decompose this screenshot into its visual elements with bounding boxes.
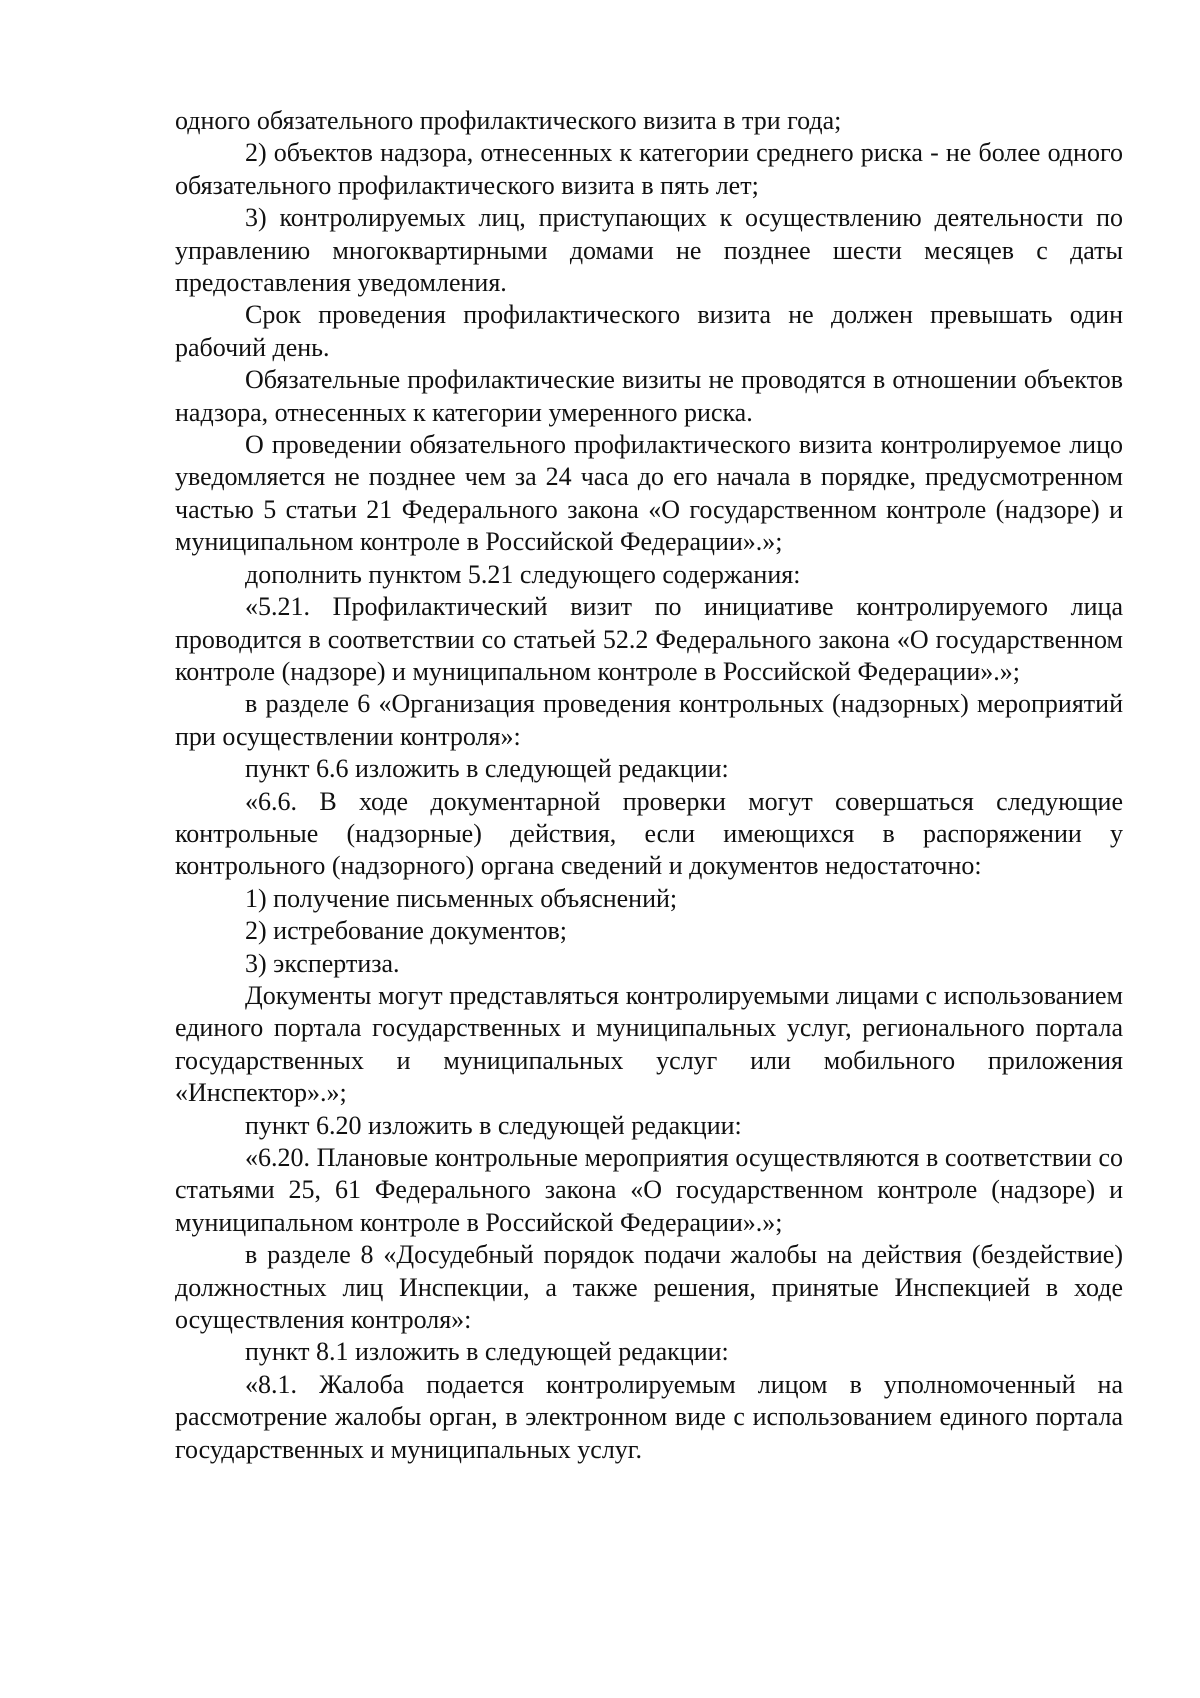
paragraph: 3) экспертиза.: [245, 948, 400, 978]
paragraph: 2) истребование документов;: [245, 916, 567, 946]
document-page: [175, 105, 1123, 1466]
paragraph: 1) получение письменных объяснений;: [245, 883, 678, 913]
paragraph: одного обязательного профилактического визита в три года;: [175, 106, 842, 135]
paragraph: «6.6. В ходе документарной проверки могут совершаться следующие контрольные (надзорные) действия, если имеющихся в распоряжении у контрольного (надзорного) органа сведений и документов недостаточно:: [175, 786, 1123, 881]
paragraph: 2) объектов надзора, отнесенных к категории среднего риска - не более одного обязательного профилактического визита в пять лет;: [175, 138, 1123, 200]
paragraph: в разделе 8 «Досудебный порядок подачи жалобы на действия (бездействие) должностных лиц Инспекции, а также решения, принятые Инспекцией в ходе осуществления контроля»:: [175, 1240, 1123, 1335]
paragraph: Срок проведения профилактического визита не должен превышать один рабочий день.: [175, 300, 1123, 362]
paragraph: Документы могут представляться контролируемыми лицами с использованием единого портала государственных и муниципальных услуг, регионального портала государственных и муниципальных услуг или мобильного приложения «Инспектор».»;: [175, 980, 1123, 1108]
paragraph: О проведении обязательного профилактического визита контролируемое лицо уведомляется не позднее чем за 24 часа до его начала в порядке, предусмотренном частью 5 статьи 21 Федерального закона «О государственном контроле (надзоре) и муниципальном контроле в Российской Федерации».»;: [175, 430, 1123, 557]
paragraph: Обязательные профилактические визиты не проводятся в отношении объектов надзора, отнесенных к категории умеренного риска.: [175, 365, 1123, 427]
paragraph: в разделе 6 «Организация проведения контрольных (надзорных) мероприятий при осуществлении контроля»:: [175, 689, 1123, 751]
paragraph: «6.20. Плановые контрольные мероприятия осуществляются в соответствии со статьями 25, 61 Федерального закона «О государственном контроле (надзоре) и муниципальном контроле в Российской Федерации».»;: [175, 1143, 1123, 1237]
paragraph: пункт 6.20 изложить в следующей редакции:: [245, 1110, 742, 1140]
paragraph: «5.21. Профилактический визит по инициативе контролируемого лица проводится в соответствии со статьей 52.2 Федерального закона «О государственном контроле (надзоре) и муниципальном контроле в Российской Федерации».»;: [175, 592, 1123, 686]
paragraph: «8.1. Жалоба подается контролируемым лицом в уполномоченный на рассмотрение жалобы орган, в электронном виде с использованием единого портала государственных и муниципальных услуг.: [175, 1369, 1123, 1464]
paragraph: пункт 8.1 изложить в следующей редакции:: [245, 1337, 729, 1367]
paragraph: 3) контролируемых лиц, приступающих к осуществлению деятельности по управлению многоквартирными домами не позднее шести месяцев с даты предоставления уведомления.: [175, 203, 1123, 298]
paragraph: дополнить пунктом 5.21 следующего содержания:: [245, 559, 801, 589]
paragraph: пункт 6.6 изложить в следующей редакции:: [245, 754, 729, 784]
